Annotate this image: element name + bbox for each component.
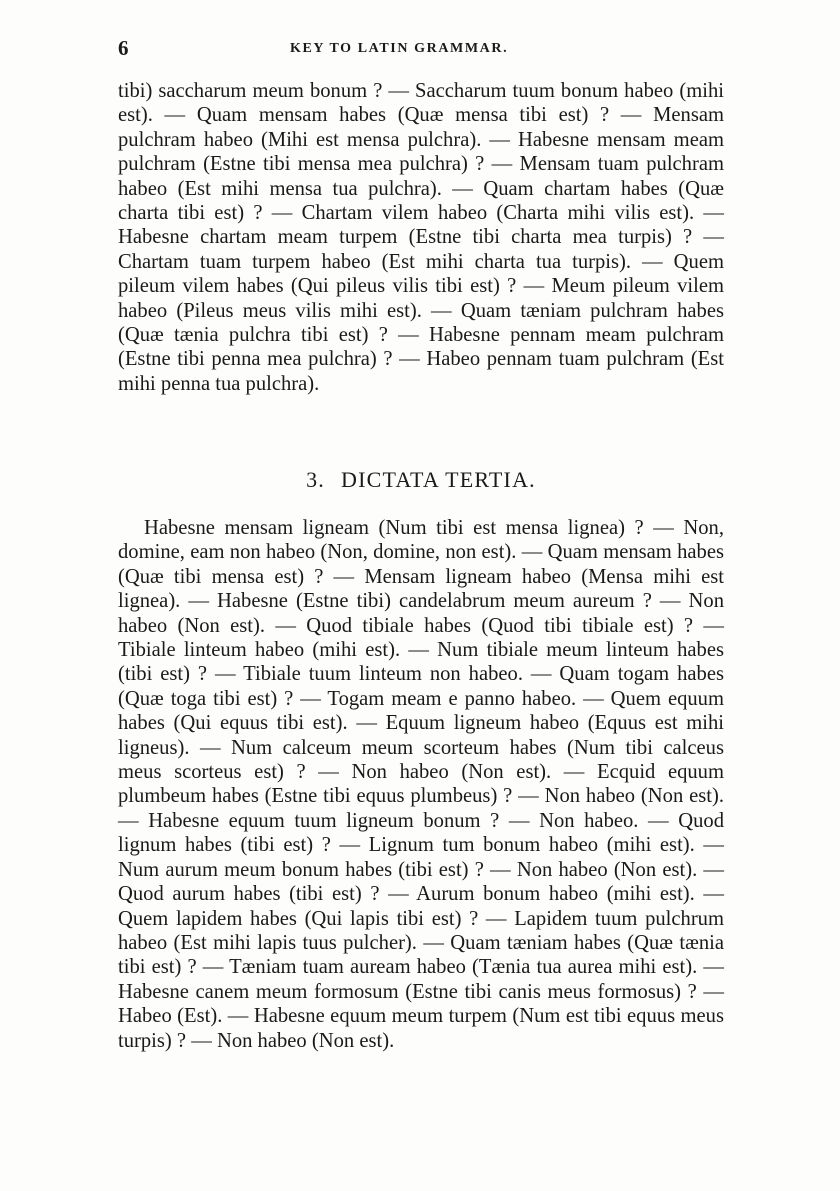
page-header [118,36,724,62]
running-head: KEY TO LATIN GRAMMAR. [290,41,509,56]
exercise-paragraph: Habesne mensam ligneam (Num tibi est mensa lignea) ? — Non, domine, eam non habeo (Non, domine, non est). — Quam mensam habes (Quæ tibi mensa est) ? — Mensam ligneam habeo (Mensa mihi est lignea). — Habesne (Estne tibi) candelabrum meum aureum ? — Non habeo (Non est). — Quod tibiale habes (Quod tibi tibiale est) ? — Tibiale linteum habeo (mihi est). — Num tibiale meum linteum habes (tibi est) ? — Tibiale tuum linteum non habeo. — Quam togam habes (Quæ toga tibi est) ? — Togam meam e panno habeo. — Quem equum habes (Qui equus tibi est). — Equum ligneum habeo (Equus est mihi ligneus). — Num calceum meum scorteum habes (Num tibi calceus meus scorteus est) ? — Non habeo (Non est). — Ecquid equum plumbeum habes (Estne tibi equus plumbeus) ? — Non habeo (Non est). — Habesne equum tuum ligneum bonum ? — Non habeo. — Quod lignum habes (tibi est) ? — Lignum tum bonum habeo (mihi est). — Num aurum meum bonum habes (tibi est) ? — Non habeo (Non est). — Quod aurum habes (tibi est) ? — Aurum bonum habeo (mihi est). — Quem lapidem habes (Qui lapis tibi est) ? — Lapidem tuum pulchrum habeo (Est mihi lapis tuus pulcher). — Quam tæniam habes (Quæ tænia tibi est) ? — Tæniam tuam auream habeo (Tænia tua aurea mihi est). — Habesne canem meum formosum (Estne tibi canis meus formosus) ? — Habeo (Est). — Habesne equum meum turpem (Num est tibi equus meus turpis) ? — Non habeo (Non est). [118,517,724,1052]
continued-text-block [118,79,724,396]
page-number: 6 [118,36,129,60]
section-title: DICTATA TERTIA. [341,467,536,492]
section-heading [118,467,724,493]
section-number: 3. [306,467,326,492]
exercise-text-block [118,516,724,1053]
continued-paragraph: tibi) saccharum meum bonum ? — Saccharum tuum bonum habeo (mihi est). — Quam mensam habes (Quæ mensa tibi est) ? — Mensam pulchram habeo (Mihi est mensa pulchra). — Habesne mensam meam pulchram (Estne tibi mensa mea pulchra) ? — Mensam tuam pulchram habeo (Est mihi mensa tua pulchra). — Quam chartam habes (Quæ charta tibi est) ? — Chartam vilem habeo (Charta mihi vilis est). — Habesne chartam meam turpem (Estne tibi charta mea turpis) ? — Chartam tuam turpem habeo (Est mihi charta tua turpis). — Quem pileum vilem habes (Qui pileus vilis tibi est) ? — Meum pileum vilem habeo (Pileus meus vilis mihi est). — Quam tæniam pulchram habes (Quæ tænia pulchra tibi est) ? — Habesne pennam meam pulchram (Estne tibi penna mea pulchra) ? — Habeo pennam tuam pulchram (Est mihi penna tua pulchra). [118,80,724,395]
